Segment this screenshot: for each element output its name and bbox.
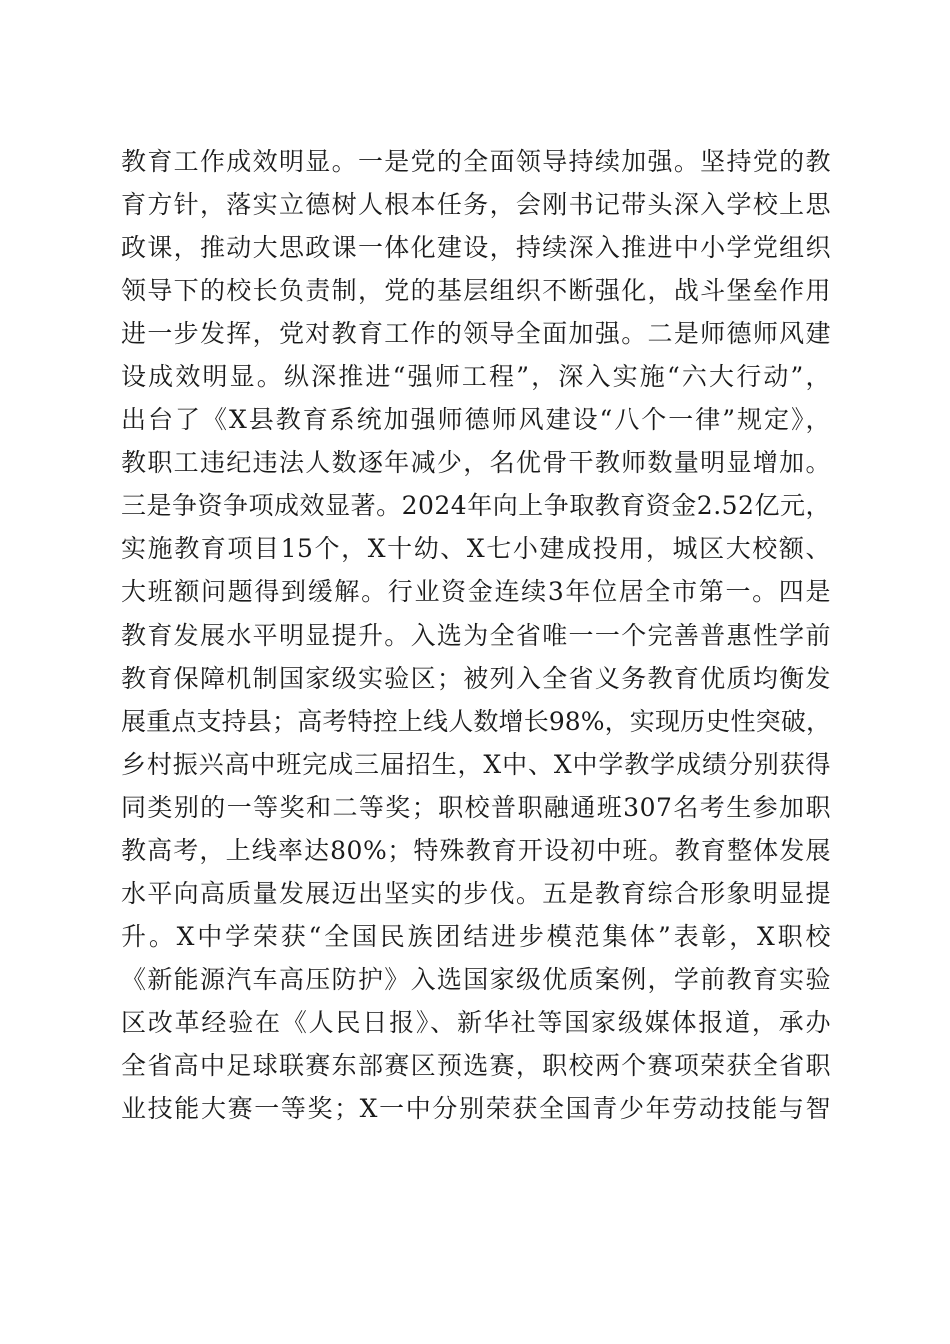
text-line: 领导下的校长负责制，党的基层组织不断强化，战斗堡垒作用 — [121, 276, 831, 306]
text-line: 进一步发挥，党对教育工作的领导全面加强。二是师德师风建 — [121, 319, 831, 349]
text-line: 大班额问题得到缓解。行业资金连续3年位居全市第一。四是 — [121, 577, 831, 607]
text-line: 教育工作成效明显。一是党的全面领导持续加强。坚持党的教 — [121, 147, 831, 176]
text-line: 全省高中足球联赛东部赛区预选赛，职校两个赛项荣获全省职 — [121, 1050, 831, 1080]
text-line: 三是争资争项成效显著。2024年向上争取教育资金2.52亿元， — [121, 491, 831, 521]
text-line: 政课，推动大思政课一体化建设，持续深入推进中小学党组织 — [121, 233, 831, 263]
text-line: 教高考，上线率达80%；特殊教育开设初中班。教育整体发展 — [121, 835, 831, 865]
text-line: 乡村振兴高中班完成三届招生，X中、X中学教学成绩分别获得 — [121, 749, 831, 779]
text-line: 设成效明显。纵深推进“强师工程”，深入实施“六大行动”， — [121, 362, 831, 392]
text-line: 区改革经验在《人民日报》、新华社等国家级媒体报道，承办 — [121, 1007, 831, 1037]
body-text — [121, 140, 831, 1130]
text-line: 出台了《X县教育系统加强师德师风建设“八个一律”规定》， — [121, 405, 831, 435]
text-line: 同类别的一等奖和二等奖；职校普职融通班307名考生参加职 — [121, 792, 831, 822]
text-line: 教育保障机制国家级实验区；被列入全省义务教育优质均衡发 — [121, 663, 831, 693]
text-line: 实施教育项目15个，X十幼、X七小建成投用，城区大校额、 — [121, 534, 831, 564]
text-line: 育方针，落实立德树人根本任务，会刚书记带头深入学校上思 — [121, 190, 831, 220]
text-line: 水平向高质量发展迈出坚实的步伐。五是教育综合形象明显提 — [121, 878, 831, 908]
text-line: 教育发展水平明显提升。入选为全省唯一一个完善普惠性学前 — [121, 620, 831, 650]
text-line: 展重点支持县；高考特控上线人数增长98%，实现历史性突破， — [121, 706, 831, 736]
text-line: 业技能大赛一等奖；X一中分别荣获全国青少年劳动技能与智 — [121, 1094, 831, 1124]
text-line: 《新能源汽车高压防护》入选国家级优质案例，学前教育实验 — [121, 964, 831, 994]
text-line: 教职工违纪违法人数逐年减少，名优骨干教师数量明显增加。 — [121, 448, 831, 478]
text-line: 升。X中学荣获“全国民族团结进步模范集体”表彰，X职校 — [121, 921, 831, 951]
